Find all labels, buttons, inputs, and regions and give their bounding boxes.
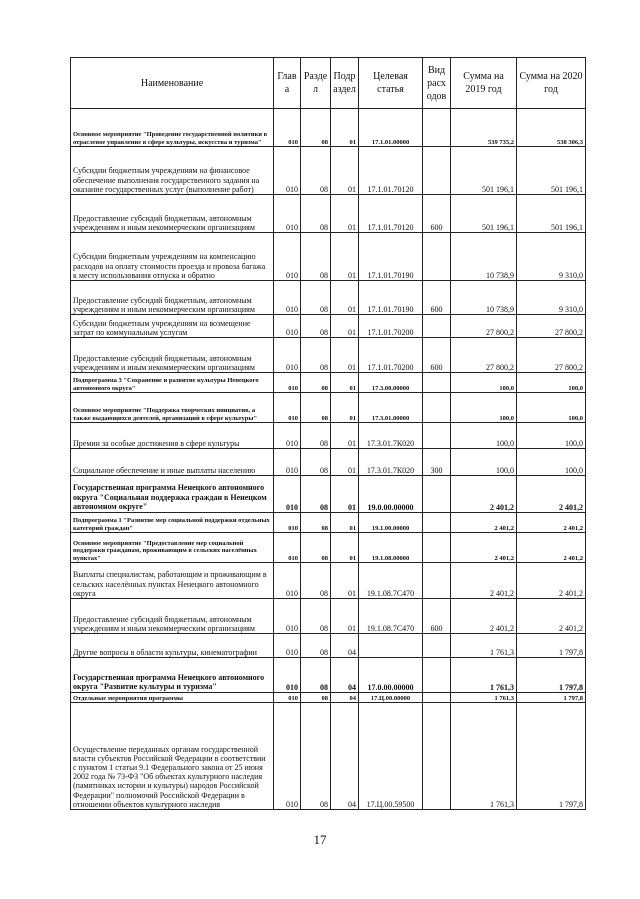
col-header-sum-2020: Сумма на 2020 год	[517, 58, 586, 109]
row-name: Предоставление субсидий бюджетным, автономным учреждениям и иным некоммерческим организациям	[71, 338, 274, 373]
row-target: 17.3.01.7К020	[359, 423, 423, 449]
table-row	[71, 599, 586, 634]
row-podrazdel: 04	[331, 703, 359, 810]
row-glava: 010	[274, 476, 301, 513]
row-podrazdel: 01	[331, 513, 359, 533]
row-glava: 010	[274, 233, 301, 281]
row-target: 19.1.08.7С470	[359, 563, 423, 599]
row-name: Отдельные мероприятия программы	[71, 693, 274, 703]
row-glava: 010	[274, 423, 301, 449]
row-razdel: 08	[301, 658, 331, 693]
row-sum-2019: 27 800,2	[451, 338, 517, 373]
row-sum-2019: 1 761,3	[451, 634, 517, 658]
row-sum-2020: 100,0	[517, 423, 586, 449]
row-vid: 600	[423, 281, 451, 315]
row-sum-2019: 2 401,2	[451, 533, 517, 563]
row-name: Основное мероприятие "Проведение государственной политики в отраслевое управление в сфере культуры, искусства и туризма"	[71, 109, 274, 147]
row-podrazdel: 01	[331, 338, 359, 373]
row-sum-2019: 10 738,9	[451, 233, 517, 281]
row-sum-2020: 2 401,2	[517, 513, 586, 533]
row-sum-2020: 2 401,2	[517, 563, 586, 599]
row-sum-2019: 27 800,2	[451, 315, 517, 338]
row-podrazdel: 01	[331, 533, 359, 563]
table-row	[71, 563, 586, 599]
row-razdel: 08	[301, 423, 331, 449]
table-row	[71, 109, 586, 147]
row-vid	[423, 147, 451, 195]
row-razdel: 08	[301, 195, 331, 233]
table-row	[71, 476, 586, 513]
row-razdel: 08	[301, 281, 331, 315]
row-name: Основное мероприятие "Поддержка творческих инициатив, а также выдающихся деятелей, организаций в сфере культуры"	[71, 393, 274, 423]
table-row	[71, 338, 586, 373]
table-row	[71, 195, 586, 233]
row-razdel: 08	[301, 393, 331, 423]
table-row	[71, 513, 586, 533]
table-row	[71, 233, 586, 281]
row-target: 17.1.01.70200	[359, 315, 423, 338]
row-glava: 010	[274, 563, 301, 599]
row-target: 17.3.00.00000	[359, 373, 423, 393]
row-glava: 010	[274, 634, 301, 658]
row-sum-2019: 1 761,3	[451, 658, 517, 693]
row-vid: 300	[423, 449, 451, 476]
row-razdel: 08	[301, 338, 331, 373]
row-target: 17.1.01.70120	[359, 147, 423, 195]
row-target: 17.0.00.00000	[359, 658, 423, 693]
row-sum-2019: 2 401,2	[451, 513, 517, 533]
row-sum-2020: 1 797,8	[517, 693, 586, 703]
row-target: 19.1.08.7С470	[359, 599, 423, 634]
row-vid	[423, 423, 451, 449]
row-sum-2019: 100,0	[451, 423, 517, 449]
row-vid	[423, 634, 451, 658]
row-razdel: 08	[301, 563, 331, 599]
row-sum-2020: 501 196,1	[517, 147, 586, 195]
row-glava: 010	[274, 703, 301, 810]
table-row	[71, 147, 586, 195]
row-target: 17.3.01.00000	[359, 393, 423, 423]
row-target: 17.Ц.00.59500	[359, 703, 423, 810]
row-target: 17.1.01.70190	[359, 281, 423, 315]
row-podrazdel: 01	[331, 373, 359, 393]
row-podrazdel: 01	[331, 563, 359, 599]
row-podrazdel: 01	[331, 449, 359, 476]
row-name: Подпрограмма 3 "Сохранение и развитие культуры Ненецкого автономного округа"	[71, 373, 274, 393]
row-vid	[423, 513, 451, 533]
row-razdel: 08	[301, 147, 331, 195]
row-name: Осуществление переданных органам государственной власти субъектов Российской Федерации в соответствии с пунктом 1 статьи 9.1 Федерального закона от 25 июня 2002 года № 73-ФЗ "Об объектах культурного наследия (памятниках истории и культуры) народов Российской Федерации" полномочий Российской Федерации в отношении объектов культурного наследия	[71, 703, 274, 810]
row-sum-2020: 501 196,1	[517, 195, 586, 233]
row-razdel: 08	[301, 513, 331, 533]
table-row	[71, 533, 586, 563]
row-target: 17.3.01.7К020	[359, 449, 423, 476]
row-razdel: 08	[301, 476, 331, 513]
row-sum-2019: 2 401,2	[451, 599, 517, 634]
row-sum-2020: 27 800,2	[517, 315, 586, 338]
col-header-target: Целевая статья	[359, 58, 423, 109]
budget-table	[70, 57, 586, 810]
row-podrazdel: 01	[331, 109, 359, 147]
row-razdel: 08	[301, 599, 331, 634]
row-glava: 010	[274, 599, 301, 634]
row-sum-2020: 9 310,0	[517, 281, 586, 315]
row-sum-2019: 100,0	[451, 373, 517, 393]
table-row	[71, 281, 586, 315]
col-header-sum-2019: Сумма на 2019 год	[451, 58, 517, 109]
table-row	[71, 703, 586, 810]
row-target: 17.1.01.00000	[359, 109, 423, 147]
row-podrazdel: 01	[331, 147, 359, 195]
table-row	[71, 449, 586, 476]
row-target: 17.1.01.70190	[359, 233, 423, 281]
row-vid	[423, 703, 451, 810]
table-row	[71, 658, 586, 693]
row-glava: 010	[274, 195, 301, 233]
col-header-name: Наименование	[71, 58, 274, 109]
row-vid	[423, 563, 451, 599]
row-glava: 010	[274, 393, 301, 423]
row-target: 19.1.08.00000	[359, 533, 423, 563]
row-razdel: 08	[301, 634, 331, 658]
table-row	[71, 393, 586, 423]
row-name: Выплаты специалистам, работающим и проживающим в сельских населённых пунктах Ненецкого автономного округа	[71, 563, 274, 599]
row-vid: 600	[423, 599, 451, 634]
row-sum-2019: 2 401,2	[451, 476, 517, 513]
col-header-razdel: Разде л	[301, 58, 331, 109]
row-podrazdel: 04	[331, 658, 359, 693]
row-name: Премии за особые достижения в сфере культуры	[71, 423, 274, 449]
row-razdel: 08	[301, 109, 331, 147]
col-header-vid: Вид расх одов	[423, 58, 451, 109]
row-sum-2020: 27 800,2	[517, 338, 586, 373]
row-sum-2019: 501 196,1	[451, 147, 517, 195]
row-sum-2019: 501 196,1	[451, 195, 517, 233]
row-sum-2019: 100,0	[451, 393, 517, 423]
row-name: Другие вопросы в области культуры, кинематографии	[71, 634, 274, 658]
row-podrazdel: 04	[331, 693, 359, 703]
row-name: Социальное обеспечение и иные выплаты населению	[71, 449, 274, 476]
row-sum-2020: 2 401,2	[517, 476, 586, 513]
row-vid	[423, 109, 451, 147]
row-target: 19.0.00.00000	[359, 476, 423, 513]
row-sum-2019: 539 735,2	[451, 109, 517, 147]
row-podrazdel: 01	[331, 423, 359, 449]
row-sum-2020: 100,0	[517, 373, 586, 393]
row-glava: 010	[274, 513, 301, 533]
row-sum-2020: 2 401,2	[517, 533, 586, 563]
col-header-glava: Глав а	[274, 58, 301, 109]
row-vid: 600	[423, 338, 451, 373]
table-row	[71, 315, 586, 338]
table-row	[71, 373, 586, 393]
row-vid: 600	[423, 195, 451, 233]
row-vid	[423, 373, 451, 393]
row-vid	[423, 693, 451, 703]
row-sum-2020: 538 306,3	[517, 109, 586, 147]
row-razdel: 08	[301, 315, 331, 338]
row-target: 17.1.01.70200	[359, 338, 423, 373]
row-glava: 010	[274, 147, 301, 195]
row-target: 17.1.01.70120	[359, 195, 423, 233]
row-name: Субсидии бюджетным учреждениям на финансовое обеспечение выполнения государственного задания на оказание государственных услуг (выполнение работ)	[71, 147, 274, 195]
row-podrazdel: 01	[331, 599, 359, 634]
row-sum-2020: 100,0	[517, 393, 586, 423]
row-sum-2019: 1 761,3	[451, 703, 517, 810]
row-razdel: 08	[301, 533, 331, 563]
row-podrazdel: 01	[331, 233, 359, 281]
row-sum-2020: 1 797,8	[517, 634, 586, 658]
row-glava: 010	[274, 109, 301, 147]
row-sum-2019: 10 738,9	[451, 281, 517, 315]
header-row	[71, 58, 586, 109]
row-name: Субсидии бюджетным учреждениям на компенсацию расходов на оплату стоимости проезда и провоза багажа к месту использования отпуска и обратно	[71, 233, 274, 281]
row-sum-2019: 2 401,2	[451, 563, 517, 599]
row-razdel: 08	[301, 703, 331, 810]
row-razdel: 08	[301, 373, 331, 393]
table-row	[71, 423, 586, 449]
row-vid	[423, 658, 451, 693]
row-vid	[423, 476, 451, 513]
row-podrazdel: 01	[331, 393, 359, 423]
row-podrazdel: 01	[331, 195, 359, 233]
row-razdel: 08	[301, 233, 331, 281]
row-sum-2020: 100,0	[517, 449, 586, 476]
table-row	[71, 693, 586, 703]
row-name: Подпрограмма 1 "Развитие мер социальной поддержки отдельных категорий граждан"	[71, 513, 274, 533]
row-podrazdel: 04	[331, 634, 359, 658]
row-glava: 010	[274, 281, 301, 315]
row-name: Государственная программа Ненецкого автономного округа "Социальная поддержка граждан в Ненецком автономном округе"	[71, 476, 274, 513]
row-razdel: 08	[301, 693, 331, 703]
row-glava: 010	[274, 693, 301, 703]
row-glava: 010	[274, 338, 301, 373]
row-vid	[423, 533, 451, 563]
row-name: Предоставление субсидий бюджетным, автономным учреждениям и иным некоммерческим организациям	[71, 599, 274, 634]
row-sum-2019: 1 761,3	[451, 693, 517, 703]
row-razdel: 08	[301, 449, 331, 476]
row-name: Государственная программа Ненецкого автономного округа "Развитие культуры и туризма"	[71, 658, 274, 693]
col-header-podrazdel: Подр аздел	[331, 58, 359, 109]
row-name: Субсидии бюджетным учреждениям на возмещение затрат по коммунальным услугам	[71, 315, 274, 338]
row-vid	[423, 393, 451, 423]
row-target: 17.Ц.00.00000	[359, 693, 423, 703]
row-glava: 010	[274, 315, 301, 338]
row-name: Предоставление субсидий бюджетным, автономным учреждениям и иным некоммерческим организациям	[71, 281, 274, 315]
row-glava: 010	[274, 373, 301, 393]
row-glava: 010	[274, 533, 301, 563]
row-sum-2020: 9 310,0	[517, 233, 586, 281]
row-podrazdel: 01	[331, 476, 359, 513]
row-vid	[423, 315, 451, 338]
row-sum-2020: 2 401,2	[517, 599, 586, 634]
row-target: 19.1.00.00000	[359, 513, 423, 533]
row-target	[359, 634, 423, 658]
row-sum-2020: 1 797,8	[517, 703, 586, 810]
row-glava: 010	[274, 449, 301, 476]
page-number: 17	[313, 832, 327, 847]
row-podrazdel: 01	[331, 315, 359, 338]
row-podrazdel: 01	[331, 281, 359, 315]
row-sum-2020: 1 797,8	[517, 658, 586, 693]
table-row	[71, 634, 586, 658]
row-glava: 010	[274, 658, 301, 693]
row-name: Основное мероприятие "Предоставление мер социальной поддержки гражданам, проживающим в сельских населённых пунктах"	[71, 533, 274, 563]
row-name: Предоставление субсидий бюджетным, автономным учреждениям и иным некоммерческим организациям	[71, 195, 274, 233]
row-vid	[423, 233, 451, 281]
row-sum-2019: 100,0	[451, 449, 517, 476]
